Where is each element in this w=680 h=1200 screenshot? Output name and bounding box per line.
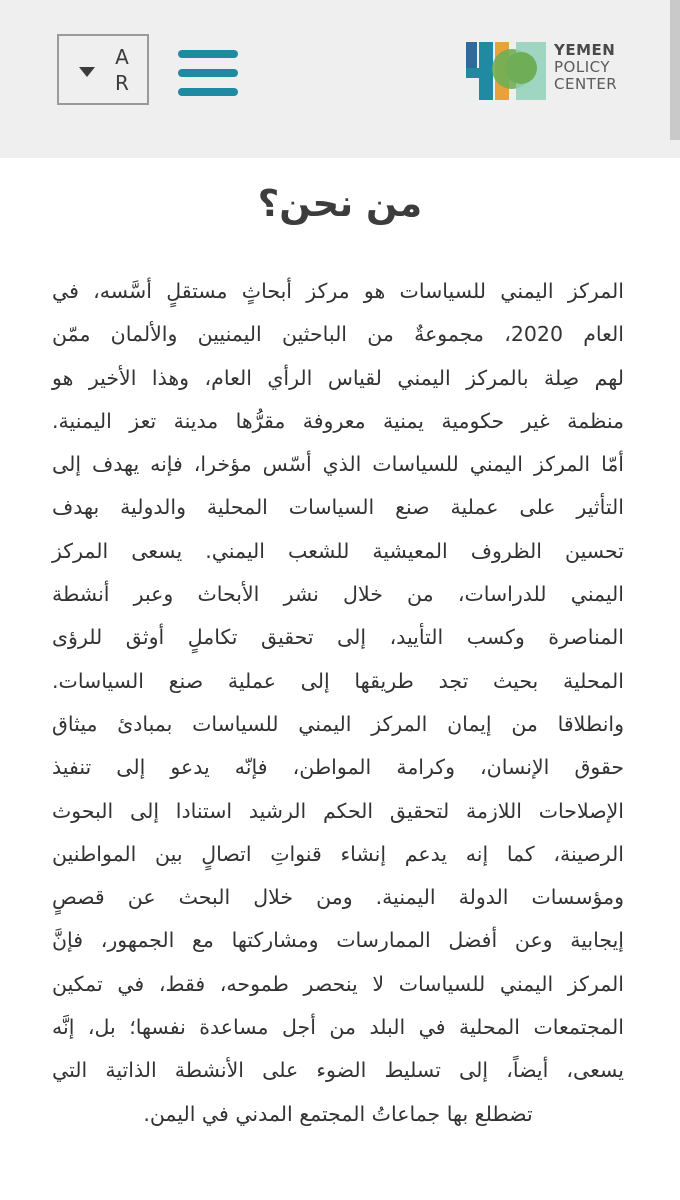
yemen-policy-center-logo[interactable] [466,40,626,102]
paragraph-line: التأثير على عملية صنع السياسات المحلية والدولية بهدف [52,495,624,520]
paragraph-line: إيجابية وعن أفضل الممارسات ومشاركتها مع الجمهور، فإنَّ [52,928,624,953]
about-paragraph [52,270,624,1136]
paragraph-line: منظمة غير حكومية يمنية معروفة مقرُّها مدينة تعز اليمنية. [52,408,624,433]
paragraph-line: المركز اليمني للسياسات هو مركز أبحاثٍ مستقلٍ أسَّسه، في [52,279,624,303]
logo-wordmark [554,42,617,93]
scrollbar-thumb[interactable] [670,0,680,140]
logo-mark-icon [466,40,550,102]
page-title: من نحن؟ [257,182,423,225]
paragraph-line: الرصينة، كما إنه يدعم إنشاء قنواتِ اتصالٍ بين المواطنين [52,841,624,866]
paragraph-line: لهم صِلة بالمركز اليمني لقياس الرأي العام، وهذا الأخير هو [52,365,624,390]
paragraph-line: المناصرة وكسب التأييد، إلى تحقيق تكاملٍ أوثق للرؤى [52,625,624,650]
paragraph-line: أمّا المركز اليمني للسياسات الذي أسّس مؤخرا، فإنه يهدف إلى [52,452,624,477]
paragraph-line: المركز اليمني للسياسات لا ينحصر طموحه، فقط، في تمكين [52,971,624,996]
paragraph-line: المجتمعات المحلية في البلد من أجل مساعدة نفسها؛ بل، إنَّه [52,1015,624,1040]
language-letter: A [115,45,129,69]
paragraph-line: اليمني للدراسات، من خلال نشر الأبحاث وعبر أنشطة [52,582,624,607]
paragraph-line: العام 2020، مجموعةٌ من الباحثين اليمنيين والألمان ممّن [52,322,624,347]
logo-word: YEMEN [554,41,616,59]
paragraph-line: تضطلع بها جماعاتُ المجتمع المدني في اليمن. [143,1101,533,1126]
paragraph-line: حقوق الإنسان، وكرامة المواطن، فإنّه يدعو إلى تنفيذ [52,755,624,780]
paragraph-line: الإصلاحات اللازمة لتحقيق الحكم الرشيد استنادا إلى البحوث [52,798,624,823]
paragraph-line: يسعى، أيضاً، إلى تسليط الضوء على الأنشطة الذاتية التي [52,1058,624,1083]
language-letter: R [115,71,129,95]
site-header [0,0,680,158]
paragraph-line: المحلية بحيث تجد طريقها إلى عملية صنع السياسات. [52,668,624,693]
paragraph-line: ومؤسسات الدولة اليمنية. ومن خلال البحث عن قصصٍ [52,885,624,910]
logo-word: CENTER [554,75,618,93]
paragraph-line: وانطلاقا من إيمان المركز اليمني للسياسات بمبادئ ميثاق [52,711,624,736]
hamburger-menu-icon[interactable] [178,50,238,96]
language-code [109,44,135,96]
logo-word: POLICY [554,58,611,76]
language-selector[interactable] [57,34,149,105]
paragraph-line: تحسين الظروف المعيشية للشعب اليمني. يسعى المركز [52,538,624,563]
caret-down-icon [79,67,95,77]
